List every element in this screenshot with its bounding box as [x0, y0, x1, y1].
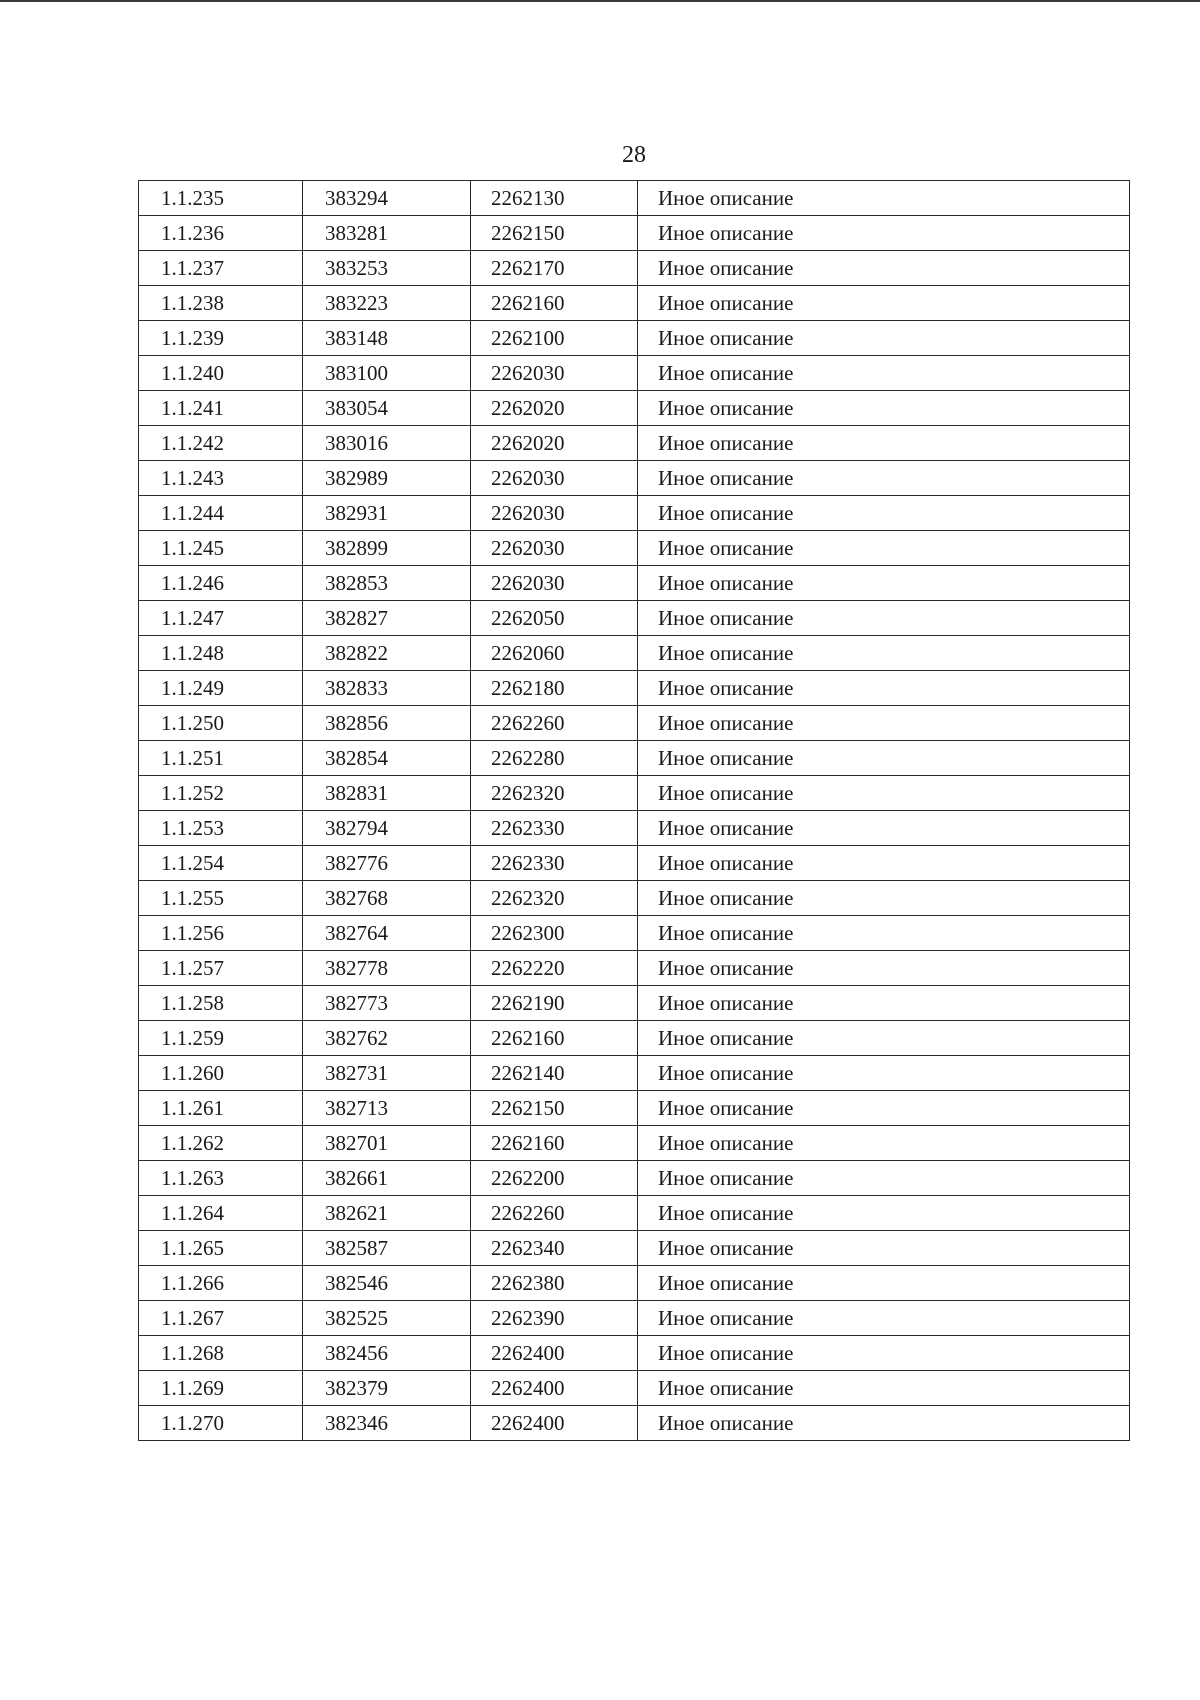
table-row — [139, 741, 1130, 776]
x-coordinate-cell: 382762 — [303, 1021, 471, 1056]
point-number-cell: 1.1.240 — [139, 356, 303, 391]
table-row — [139, 321, 1130, 356]
table-row — [139, 846, 1130, 881]
table-row — [139, 1371, 1130, 1406]
table-row — [139, 1266, 1130, 1301]
point-number-cell: 1.1.239 — [139, 321, 303, 356]
x-coordinate-cell: 382661 — [303, 1161, 471, 1196]
table-row — [139, 391, 1130, 426]
table-row — [139, 531, 1130, 566]
point-number-cell: 1.1.237 — [139, 251, 303, 286]
table-row — [139, 636, 1130, 671]
y-coordinate-cell: 2262320 — [471, 776, 638, 811]
x-coordinate-cell: 383223 — [303, 286, 471, 321]
y-coordinate-cell: 2262160 — [471, 1021, 638, 1056]
description-cell: Иное описание — [638, 706, 1130, 741]
table-row — [139, 426, 1130, 461]
table-row — [139, 251, 1130, 286]
y-coordinate-cell: 2262030 — [471, 356, 638, 391]
x-coordinate-cell: 382773 — [303, 986, 471, 1021]
point-number-cell: 1.1.253 — [139, 811, 303, 846]
table-row — [139, 1336, 1130, 1371]
description-cell: Иное описание — [638, 216, 1130, 251]
description-cell: Иное описание — [638, 496, 1130, 531]
y-coordinate-cell: 2262400 — [471, 1336, 638, 1371]
point-number-cell: 1.1.258 — [139, 986, 303, 1021]
point-number-cell: 1.1.252 — [139, 776, 303, 811]
x-coordinate-cell: 382794 — [303, 811, 471, 846]
point-number-cell: 1.1.242 — [139, 426, 303, 461]
description-cell: Иное описание — [638, 426, 1130, 461]
y-coordinate-cell: 2262390 — [471, 1301, 638, 1336]
description-cell: Иное описание — [638, 356, 1130, 391]
y-coordinate-cell: 2262030 — [471, 566, 638, 601]
description-cell: Иное описание — [638, 1196, 1130, 1231]
x-coordinate-cell: 382525 — [303, 1301, 471, 1336]
y-coordinate-cell: 2262140 — [471, 1056, 638, 1091]
point-number-cell: 1.1.261 — [139, 1091, 303, 1126]
description-cell: Иное описание — [638, 1336, 1130, 1371]
description-cell: Иное описание — [638, 846, 1130, 881]
description-cell: Иное описание — [638, 531, 1130, 566]
coordinates-table — [138, 180, 1130, 1441]
x-coordinate-cell: 382931 — [303, 496, 471, 531]
table-row — [139, 1056, 1130, 1091]
table-row — [139, 1126, 1130, 1161]
description-cell: Иное описание — [638, 181, 1130, 216]
x-coordinate-cell: 382713 — [303, 1091, 471, 1126]
table-row — [139, 566, 1130, 601]
x-coordinate-cell: 383100 — [303, 356, 471, 391]
y-coordinate-cell: 2262030 — [471, 496, 638, 531]
point-number-cell: 1.1.248 — [139, 636, 303, 671]
y-coordinate-cell: 2262160 — [471, 286, 638, 321]
point-number-cell: 1.1.238 — [139, 286, 303, 321]
point-number-cell: 1.1.247 — [139, 601, 303, 636]
description-cell: Иное описание — [638, 1056, 1130, 1091]
point-number-cell: 1.1.251 — [139, 741, 303, 776]
y-coordinate-cell: 2262320 — [471, 881, 638, 916]
x-coordinate-cell: 382827 — [303, 601, 471, 636]
y-coordinate-cell: 2262300 — [471, 916, 638, 951]
y-coordinate-cell: 2262340 — [471, 1231, 638, 1266]
description-cell: Иное описание — [638, 671, 1130, 706]
description-cell: Иное описание — [638, 1231, 1130, 1266]
point-number-cell: 1.1.267 — [139, 1301, 303, 1336]
y-coordinate-cell: 2262130 — [471, 181, 638, 216]
description-cell: Иное описание — [638, 286, 1130, 321]
point-number-cell: 1.1.244 — [139, 496, 303, 531]
description-cell: Иное описание — [638, 391, 1130, 426]
point-number-cell: 1.1.259 — [139, 1021, 303, 1056]
point-number-cell: 1.1.254 — [139, 846, 303, 881]
point-number-cell: 1.1.256 — [139, 916, 303, 951]
table-row — [139, 1231, 1130, 1266]
y-coordinate-cell: 2262150 — [471, 216, 638, 251]
point-number-cell: 1.1.268 — [139, 1336, 303, 1371]
table-row — [139, 671, 1130, 706]
point-number-cell: 1.1.270 — [139, 1406, 303, 1441]
table-row — [139, 951, 1130, 986]
y-coordinate-cell: 2262100 — [471, 321, 638, 356]
point-number-cell: 1.1.249 — [139, 671, 303, 706]
x-coordinate-cell: 383253 — [303, 251, 471, 286]
description-cell: Иное описание — [638, 251, 1130, 286]
x-coordinate-cell: 382776 — [303, 846, 471, 881]
table-row — [139, 986, 1130, 1021]
y-coordinate-cell: 2262400 — [471, 1406, 638, 1441]
description-cell: Иное описание — [638, 1301, 1130, 1336]
table-row — [139, 216, 1130, 251]
point-number-cell: 1.1.266 — [139, 1266, 303, 1301]
x-coordinate-cell: 382456 — [303, 1336, 471, 1371]
x-coordinate-cell: 383054 — [303, 391, 471, 426]
table-row — [139, 181, 1130, 216]
x-coordinate-cell: 382831 — [303, 776, 471, 811]
x-coordinate-cell: 382587 — [303, 1231, 471, 1266]
y-coordinate-cell: 2262050 — [471, 601, 638, 636]
table-row — [139, 1406, 1130, 1441]
x-coordinate-cell: 382854 — [303, 741, 471, 776]
x-coordinate-cell: 382899 — [303, 531, 471, 566]
description-cell: Иное описание — [638, 741, 1130, 776]
y-coordinate-cell: 2262030 — [471, 461, 638, 496]
description-cell: Иное описание — [638, 881, 1130, 916]
x-coordinate-cell: 382778 — [303, 951, 471, 986]
table-row — [139, 1301, 1130, 1336]
y-coordinate-cell: 2262280 — [471, 741, 638, 776]
point-number-cell: 1.1.264 — [139, 1196, 303, 1231]
table-row — [139, 461, 1130, 496]
x-coordinate-cell: 382731 — [303, 1056, 471, 1091]
y-coordinate-cell: 2262160 — [471, 1126, 638, 1161]
y-coordinate-cell: 2262380 — [471, 1266, 638, 1301]
y-coordinate-cell: 2262150 — [471, 1091, 638, 1126]
point-number-cell: 1.1.246 — [139, 566, 303, 601]
description-cell: Иное описание — [638, 1266, 1130, 1301]
y-coordinate-cell: 2262190 — [471, 986, 638, 1021]
description-cell: Иное описание — [638, 566, 1130, 601]
x-coordinate-cell: 382621 — [303, 1196, 471, 1231]
table-row — [139, 356, 1130, 391]
y-coordinate-cell: 2262330 — [471, 811, 638, 846]
x-coordinate-cell: 382346 — [303, 1406, 471, 1441]
y-coordinate-cell: 2262170 — [471, 251, 638, 286]
description-cell: Иное описание — [638, 776, 1130, 811]
x-coordinate-cell: 382701 — [303, 1126, 471, 1161]
point-number-cell: 1.1.269 — [139, 1371, 303, 1406]
x-coordinate-cell: 383294 — [303, 181, 471, 216]
description-cell: Иное описание — [638, 321, 1130, 356]
point-number-cell: 1.1.263 — [139, 1161, 303, 1196]
x-coordinate-cell: 382989 — [303, 461, 471, 496]
table-row — [139, 916, 1130, 951]
point-number-cell: 1.1.245 — [139, 531, 303, 566]
table-row — [139, 776, 1130, 811]
y-coordinate-cell: 2262030 — [471, 531, 638, 566]
x-coordinate-cell: 383016 — [303, 426, 471, 461]
x-coordinate-cell: 382764 — [303, 916, 471, 951]
y-coordinate-cell: 2262020 — [471, 426, 638, 461]
y-coordinate-cell: 2262220 — [471, 951, 638, 986]
y-coordinate-cell: 2262200 — [471, 1161, 638, 1196]
table-row — [139, 811, 1130, 846]
point-number-cell: 1.1.250 — [139, 706, 303, 741]
x-coordinate-cell: 382853 — [303, 566, 471, 601]
x-coordinate-cell: 382546 — [303, 1266, 471, 1301]
point-number-cell: 1.1.265 — [139, 1231, 303, 1266]
description-cell: Иное описание — [638, 601, 1130, 636]
x-coordinate-cell: 382768 — [303, 881, 471, 916]
x-coordinate-cell: 382833 — [303, 671, 471, 706]
y-coordinate-cell: 2262260 — [471, 1196, 638, 1231]
point-number-cell: 1.1.243 — [139, 461, 303, 496]
description-cell: Иное описание — [638, 1091, 1130, 1126]
description-cell: Иное описание — [638, 461, 1130, 496]
table-row — [139, 1161, 1130, 1196]
point-number-cell: 1.1.260 — [139, 1056, 303, 1091]
table-row — [139, 881, 1130, 916]
x-coordinate-cell: 383281 — [303, 216, 471, 251]
point-number-cell: 1.1.257 — [139, 951, 303, 986]
y-coordinate-cell: 2262020 — [471, 391, 638, 426]
point-number-cell: 1.1.255 — [139, 881, 303, 916]
table-row — [139, 601, 1130, 636]
description-cell: Иное описание — [638, 1161, 1130, 1196]
table-row — [139, 1091, 1130, 1126]
description-cell: Иное описание — [638, 916, 1130, 951]
table-row — [139, 496, 1130, 531]
description-cell: Иное описание — [638, 1126, 1130, 1161]
table-row — [139, 1021, 1130, 1056]
description-cell: Иное описание — [638, 811, 1130, 846]
y-coordinate-cell: 2262400 — [471, 1371, 638, 1406]
y-coordinate-cell: 2262060 — [471, 636, 638, 671]
y-coordinate-cell: 2262330 — [471, 846, 638, 881]
table-row — [139, 1196, 1130, 1231]
description-cell: Иное описание — [638, 636, 1130, 671]
table-row — [139, 706, 1130, 741]
x-coordinate-cell: 382822 — [303, 636, 471, 671]
description-cell: Иное описание — [638, 1371, 1130, 1406]
x-coordinate-cell: 382856 — [303, 706, 471, 741]
coordinates-table-body — [139, 181, 1130, 1441]
x-coordinate-cell: 383148 — [303, 321, 471, 356]
table-row — [139, 286, 1130, 321]
page-top-edge — [0, 0, 1200, 2]
point-number-cell: 1.1.241 — [139, 391, 303, 426]
point-number-cell: 1.1.235 — [139, 181, 303, 216]
page-number: 28 — [622, 142, 646, 168]
x-coordinate-cell: 382379 — [303, 1371, 471, 1406]
y-coordinate-cell: 2262180 — [471, 671, 638, 706]
description-cell: Иное описание — [638, 986, 1130, 1021]
description-cell: Иное описание — [638, 1406, 1130, 1441]
point-number-cell: 1.1.236 — [139, 216, 303, 251]
y-coordinate-cell: 2262260 — [471, 706, 638, 741]
point-number-cell: 1.1.262 — [139, 1126, 303, 1161]
description-cell: Иное описание — [638, 1021, 1130, 1056]
description-cell: Иное описание — [638, 951, 1130, 986]
